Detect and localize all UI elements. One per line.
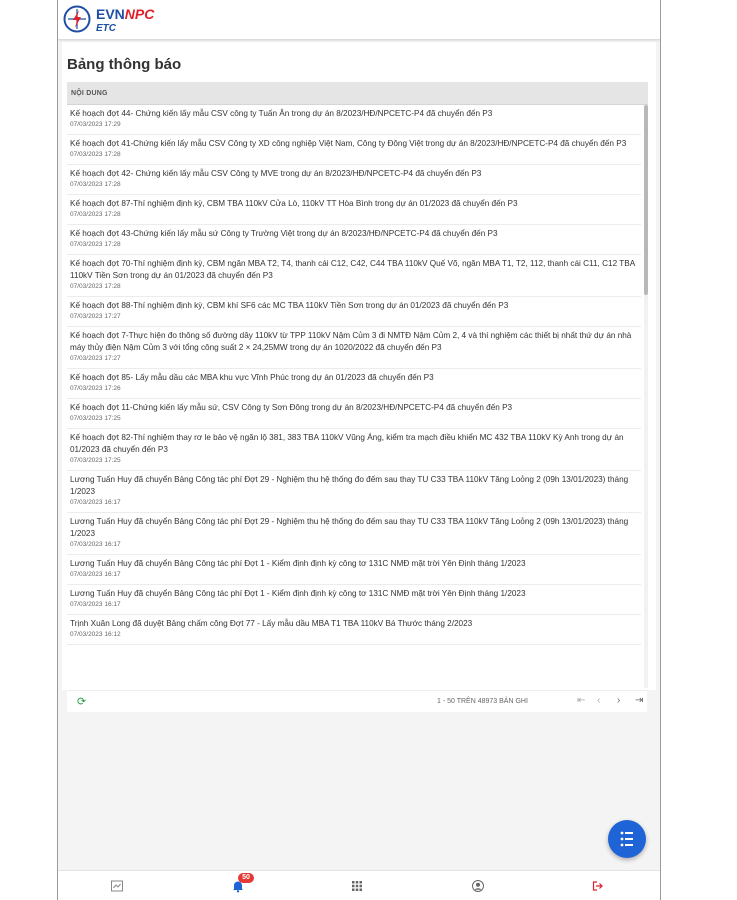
notification-count-badge: 50 (238, 873, 254, 883)
table-row[interactable] (67, 297, 641, 327)
page-title: Bảng thông báo (67, 56, 182, 73)
table-row[interactable] (67, 615, 641, 645)
table-row[interactable] (67, 585, 641, 615)
notification-date: 07/03/2023 16:17 (70, 571, 121, 578)
column-header-content[interactable]: NỘI DUNG (67, 82, 648, 105)
table-row[interactable] (67, 195, 641, 225)
evn-logo-icon (63, 5, 91, 33)
notification-text: Kế hoạch đợt 43-Chứng kiến lấy mẫu sứ Công ty Trường Việt trong dự án 8/2023/HĐ/NPCETC-P4 đã chuyển đến P3 (70, 229, 498, 238)
notification-text: Kế hoạch đợt 41-Chứng kiến lấy mẫu CSV Công ty XD công nghiệp Việt Nam, Công ty Đông Việt trong dự án 8/2023/HĐ/NPCETC-P4 đã chuyển đến P3 (70, 139, 627, 148)
notification-text: Kế hoạch đợt 70-Thí nghiệm định kỳ, CBM ngăn MBA T2, T4, thanh cái C12, C42, C44 TBA 110kV Quế Võ, ngăn MBA T1, T2, 112, thanh cái C11, C12 TBA 110kV Tiền Sơn trong dự án 01/2023 đã chuyển đến P3 (70, 259, 635, 280)
notification-date: 07/03/2023 16:12 (70, 631, 121, 638)
table-row[interactable] (67, 135, 641, 165)
notification-table (67, 82, 648, 688)
notification-date: 07/03/2023 17:28 (70, 211, 121, 218)
table-footer (67, 690, 647, 712)
notification-date: 07/03/2023 17:25 (70, 457, 121, 464)
table-row[interactable] (67, 225, 641, 255)
table-row[interactable] (67, 555, 641, 585)
brand-logo-text (96, 7, 154, 34)
brand-etc: ETC (96, 23, 116, 34)
notification-text: Trịnh Xuân Long đã duyệt Bảng chấm công Đợt 77 - Lấy mẫu dầu MBA T1 TBA 110kV Bá Thước tháng 2/2023 (70, 619, 473, 628)
table-row[interactable] (67, 513, 641, 555)
notification-date: 07/03/2023 17:28 (70, 181, 121, 188)
notification-date: 07/03/2023 17:28 (70, 241, 121, 248)
notification-date: 07/03/2023 17:29 (70, 121, 121, 128)
notification-text: Lương Tuấn Huy đã chuyển Bảng Công tác phí Đợt 29 - Nghiệm thu hệ thống đo đếm sau thay TU C33 TBA 110kV Tăng Loỏng 2 (09h 13/01/2023) tháng 1/2023 (70, 475, 629, 496)
notification-date: 07/03/2023 17:28 (70, 151, 121, 158)
nav-apps-grid-icon[interactable] (350, 879, 364, 893)
notification-text: Kế hoạch đợt 85- Lấy mẫu dầu các MBA khu vực Vĩnh Phúc trong dự án 01/2023 đã chuyển đến P3 (70, 373, 434, 382)
scrollbar-thumb[interactable] (644, 105, 648, 295)
notification-text: Kế hoạch đợt 44- Chứng kiến lấy mẫu CSV công ty Tuấn Ân trong dự án 8/2023/HĐ/NPCETC-P4 đã chuyển đến P3 (70, 109, 493, 118)
notification-date: 07/03/2023 17:26 (70, 385, 121, 392)
table-row[interactable] (67, 255, 641, 297)
notification-text: Lương Tuấn Huy đã chuyển Bảng Công tác phí Đợt 1 - Kiểm định định kỳ công tơ 131C NMĐ mặt trời Yên Định tháng 1/2023 (70, 559, 526, 568)
scrollbar[interactable] (644, 105, 648, 688)
notification-panel (62, 42, 656, 690)
next-page-icon[interactable]: › (617, 695, 621, 706)
table-row[interactable] (67, 369, 641, 399)
notification-date: 07/03/2023 16:17 (70, 601, 121, 608)
last-page-icon[interactable]: ⇥ (635, 695, 644, 706)
notification-date: 07/03/2023 16:17 (70, 499, 121, 506)
table-row[interactable] (67, 429, 641, 471)
first-page-icon[interactable]: ⇤ (577, 695, 586, 706)
nav-logout-icon[interactable] (591, 879, 605, 893)
notification-text: Kế hoạch đợt 87-Thí nghiệm định kỳ, CBM TBA 110kV Cửa Lò, 110kV TT Hòa Bình trong dự án 01/2023 đã chuyển đến P3 (70, 199, 518, 208)
table-row[interactable] (67, 165, 641, 195)
brand-evn: EVN (96, 6, 125, 22)
table-row[interactable] (67, 105, 641, 135)
nav-profile-icon[interactable] (471, 879, 485, 893)
notification-text: Lương Tuấn Huy đã chuyển Bảng Công tác phí Đợt 29 - Nghiệm thu hệ thống đo đếm sau thay TU C33 TBA 110kV Tăng Loỏng 2 (09h 13/01/2023) tháng 1/2023 (70, 517, 629, 538)
notification-date: 07/03/2023 16:17 (70, 541, 121, 548)
notification-date: 07/03/2023 17:28 (70, 283, 121, 290)
menu-fab-button[interactable] (608, 820, 646, 858)
notification-text: Lương Tuấn Huy đã chuyển Bảng Công tác phí Đợt 1 - Kiểm định định kỳ công tơ 131C NMĐ mặt trời Yên Định tháng 1/2023 (70, 589, 526, 598)
top-bar (58, 0, 660, 40)
refresh-icon[interactable]: ⟳ (77, 696, 87, 708)
notification-date: 07/03/2023 17:27 (70, 313, 121, 320)
app-frame (57, 0, 661, 900)
notification-text: Kế hoạch đợt 88-Thí nghiệm định kỳ, CBM khí SF6 các MC TBA 110kV Tiền Sơn trong dự án 01/2023 đã chuyển đến P3 (70, 301, 509, 310)
nav-dashboard-icon[interactable] (110, 879, 124, 893)
list-menu-icon (608, 820, 646, 858)
notification-text: Kế hoạch đợt 42- Chứng kiến lấy mẫu CSV Công ty MVE trong dự án 8/2023/HĐ/NPCETC-P4 đã chuyển đến P3 (70, 169, 482, 178)
notification-text: Kế hoạch đợt 7-Thực hiện đo thông số đường dây 110kV từ TPP 110kV Nậm Củm 3 đi NMTĐ Nậm Củm 2, 4 và thí nghiệm các thiết bị nhất thứ dự án nhà máy thủy điện Nậm Củm 3 với tổng công suất 2 × 24,25MW trong dự án 1020/2022 đã chuyển đến P3 (70, 331, 632, 352)
brand-npc: NPC (124, 6, 155, 22)
pagination-range: 1 - 50 TRÊN 48973 BẢN GHI (437, 698, 528, 705)
notification-date: 07/03/2023 17:25 (70, 415, 121, 422)
table-row[interactable] (67, 471, 641, 513)
table-row[interactable] (67, 327, 641, 369)
table-body (67, 105, 641, 688)
notification-date: 07/03/2023 17:27 (70, 355, 121, 362)
notification-text: Kế hoạch đợt 82-Thí nghiệm thay rơ le bảo vệ ngăn lộ 381, 383 TBA 110kV Vũng Áng, kiểm tra mạch điều khiển MC 432 TBA 110kV Kỳ Anh trong dự án 01/2023 đã chuyển đến P3 (70, 433, 624, 454)
notification-text: Kế hoạch đợt 11-Chứng kiến lấy mẫu sứ, CSV Công ty Sơn Đông trong dự án 8/2023/HĐ/NPCETC-P4 đã chuyển đến P3 (70, 403, 513, 412)
previous-page-icon[interactable]: ‹ (597, 695, 601, 706)
bottom-navigation (58, 870, 660, 900)
table-row[interactable] (67, 399, 641, 429)
